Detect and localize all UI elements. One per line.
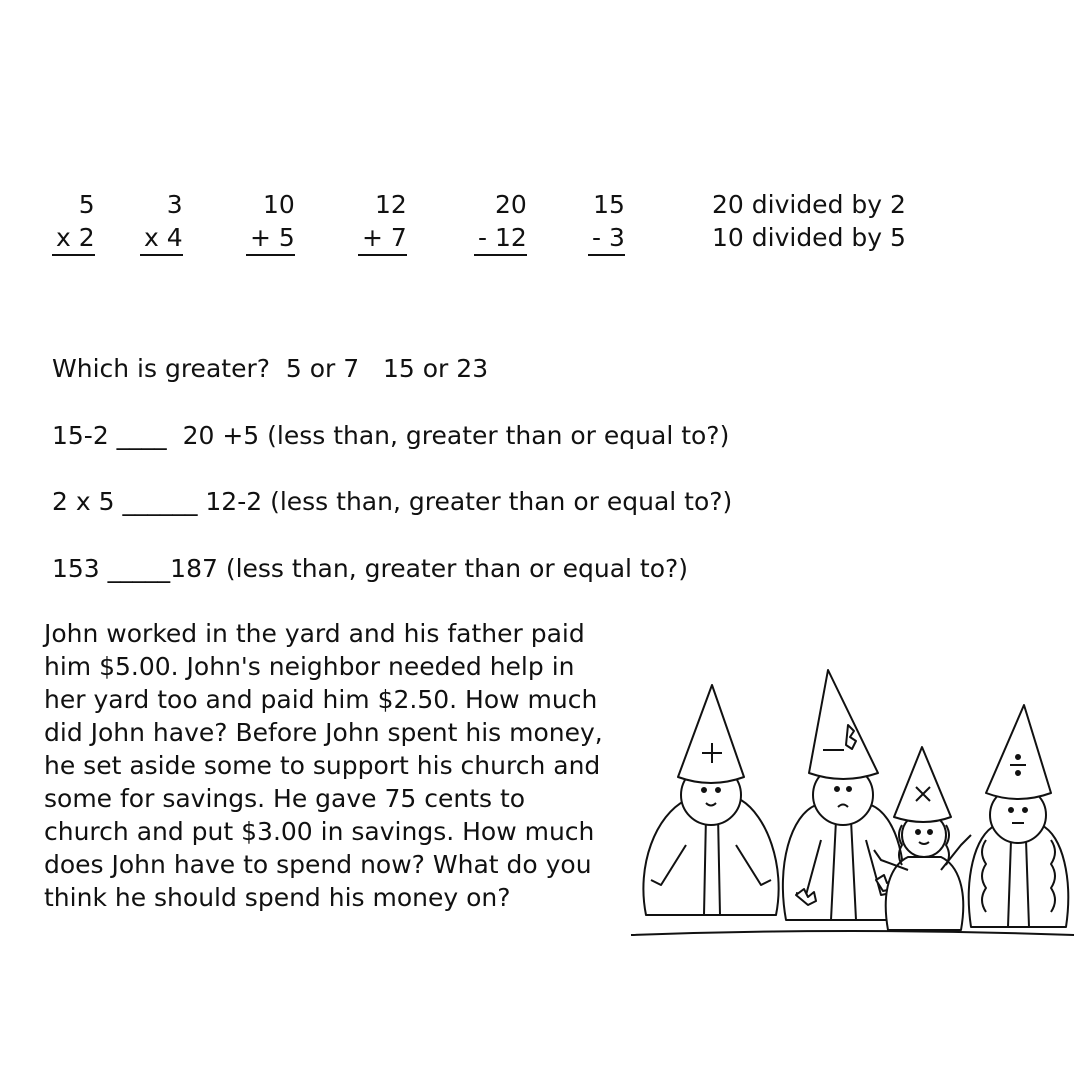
problem-bottom: x 4 [140, 221, 183, 256]
problem-bottom: x 2 [52, 221, 95, 256]
ground-line [631, 931, 1074, 935]
greater-question: Which is greater? 5 or 7 15 or 23 [52, 354, 489, 383]
wizard-minus [783, 670, 904, 920]
story-line: him $5.00. John's neighbor needed help in [44, 652, 575, 681]
division-line: 10 divided by 5 [712, 223, 906, 252]
problem-bottom: + 5 [246, 221, 295, 256]
word-problem [44, 617, 644, 914]
problem-5 [474, 188, 527, 256]
problem-bottom: - 12 [474, 221, 527, 256]
story-line: her yard too and paid him $2.50. How much [44, 685, 598, 714]
story-line: did John have? Before John spent his money, [44, 718, 603, 747]
problem-top: 10 [263, 190, 295, 219]
wizards-illustration [626, 665, 1076, 950]
problem-bottom: - 3 [588, 221, 625, 256]
problem-3 [246, 188, 295, 256]
story-line: some for savings. He gave 75 cents to [44, 784, 526, 813]
story-line: John worked in the yard and his father paid [44, 619, 585, 648]
wizard-divide [969, 705, 1068, 927]
division-line: 20 divided by 2 [712, 190, 906, 219]
problem-4 [358, 188, 407, 256]
wizard-plus [643, 685, 778, 915]
comparison-question-2: 2 x 5 ______ 12-2 (less than, greater than or equal to?) [52, 487, 733, 516]
story-line: does John have to spend now? What do you [44, 850, 592, 879]
problem-bottom: + 7 [358, 221, 407, 256]
problem-top: 20 [494, 190, 527, 219]
comparison-question-3: 153 _____187 (less than, greater than or equal to?) [52, 554, 689, 583]
story-line: he set aside some to support his church and [44, 751, 601, 780]
story-line: church and put $3.00 in savings. How much [44, 817, 595, 846]
problem-top: 12 [375, 190, 407, 219]
story-line: think he should spend his money on? [44, 883, 511, 912]
problem-2 [140, 188, 183, 256]
problem-top: 5 [78, 190, 95, 219]
problem-6 [588, 188, 625, 256]
problem-1 [52, 188, 95, 256]
division-problems [712, 188, 906, 254]
problem-top: 15 [593, 190, 625, 219]
comparison-question-1: 15-2 ____ 20 +5 (less than, greater than or equal to?) [52, 421, 730, 450]
problem-top: 3 [166, 190, 183, 219]
